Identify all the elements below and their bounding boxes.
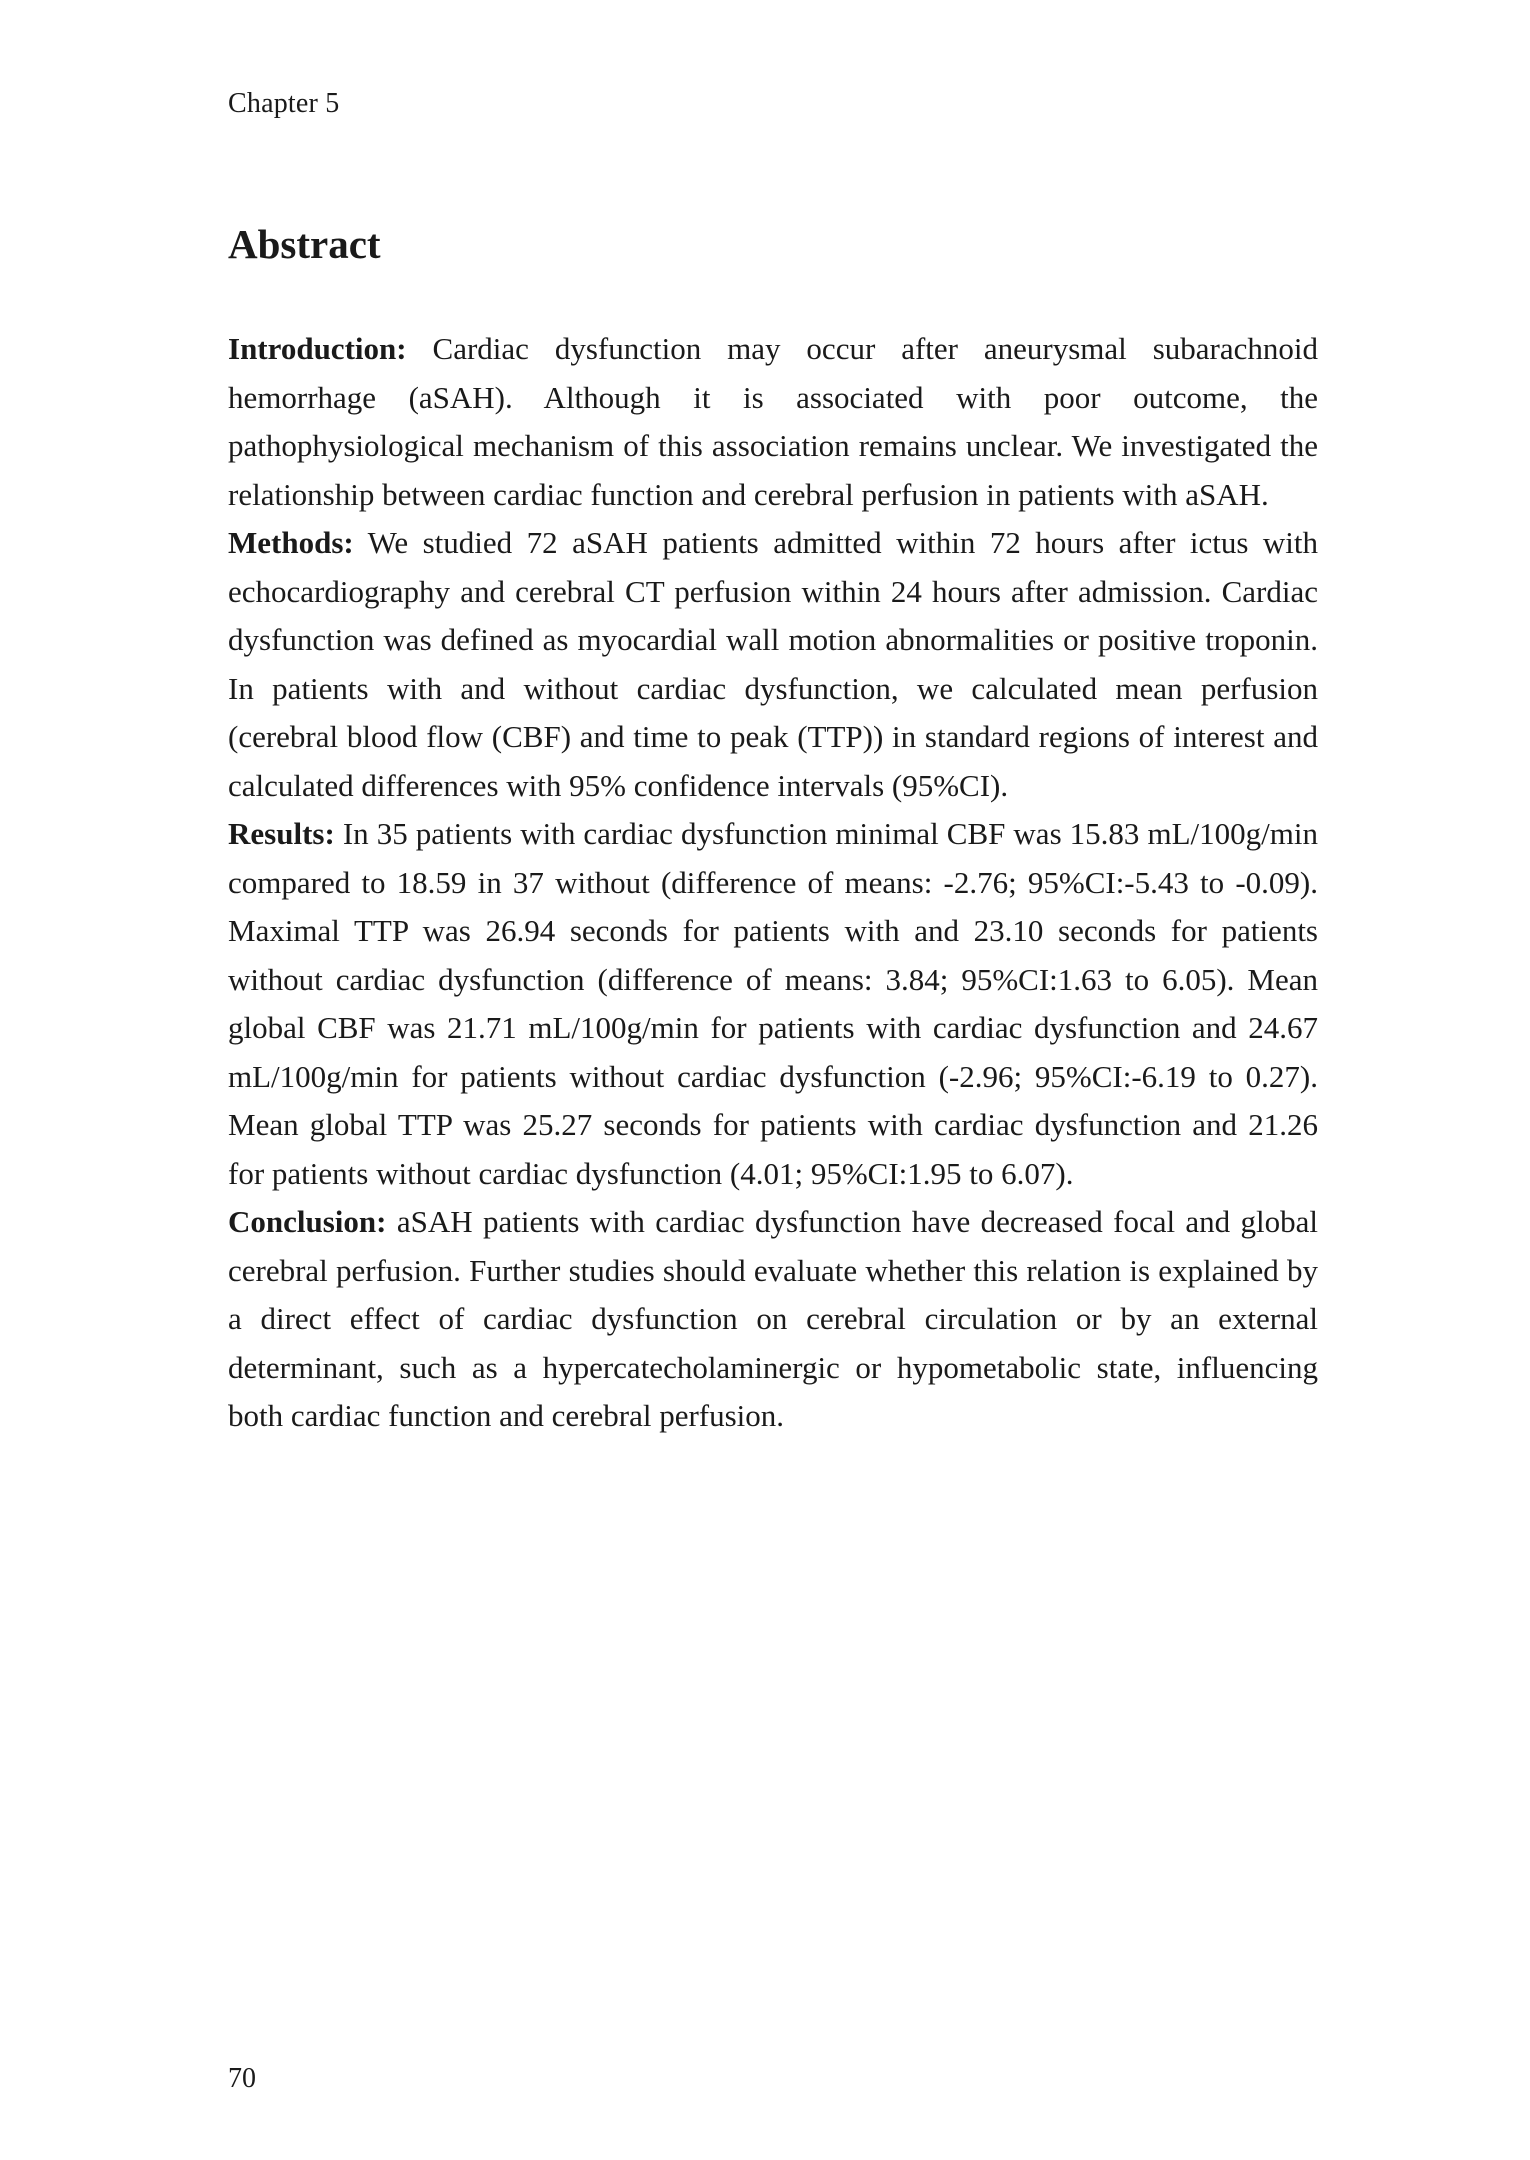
conclusion-text: aSAH patients with cardiac dysfunction have decreased focal and global cerebral perfusion. Further studies should evaluate whether this relation is explained by a direct effect of cardiac dysfunction on cerebral circulation or by an external determinant, such as a hypercatecholaminergic or hypometabolic state, influencing both cardiac function and cerebral perfusion. <box>228 1204 1319 1433</box>
conclusion-label: Conclusion: <box>228 1204 387 1239</box>
running-header: Chapter 5 <box>228 88 340 119</box>
abstract-results <box>228 810 1318 1198</box>
abstract-body <box>228 325 1318 1441</box>
introduction-label: Introduction: <box>228 331 407 366</box>
abstract-methods <box>228 519 1318 810</box>
results-text: In 35 patients with cardiac dysfunction minimal CBF was 15.83 mL/100g/min compared to 18.59 in 37 without (difference of means: -2.76; 95%CI:-5.43 to -0.09). Maximal TTP was 26.94 seconds for patients with and 23.10 seconds for patients without cardiac dysfunction (difference of means: 3.84; 95%CI:1.63 to 6.05). Mean global CBF was 21.71 mL/100g/min for patients with cardiac dysfunction and 24.67 mL/100g/min for patients without cardiac dysfunction (-2.96; 95%CI:-6.19 to 0.27). Mean global TTP was 25.27 seconds for patients with cardiac dysfunction and 21.26 for patients without cardiac dysfunction (4.01; 95%CI:1.95 to 6.07). <box>228 816 1318 1191</box>
methods-text: We studied 72 aSAH patients admitted within 72 hours after ictus with echocardiography and cerebral CT perfusion within 24 hours after admission. Cardiac dysfunction was defined as myocardial wall motion abnormalities or positive troponin. In patients with and without cardiac dysfunction, we calculated mean perfusion (cerebral blood flow (CBF) and time to peak (TTP)) in standard regions of interest and calculated differences with 95% confidence intervals (95%CI). <box>228 525 1318 803</box>
abstract-introduction <box>228 325 1318 519</box>
results-label: Results: <box>228 816 335 851</box>
abstract-conclusion <box>228 1198 1318 1441</box>
page-number: 70 <box>228 2063 256 2094</box>
section-title: Abstract <box>228 221 381 267</box>
methods-label: Methods: <box>228 525 354 560</box>
introduction-text: Cardiac dysfunction may occur after aneurysmal subarachnoid hemorrhage (aSAH). Although it is associated with poor outcome, the pathophysiological mechanism of this association remains unclear. We investigated the relationship between cardiac function and cerebral perfusion in patients with aSAH. <box>228 331 1318 512</box>
